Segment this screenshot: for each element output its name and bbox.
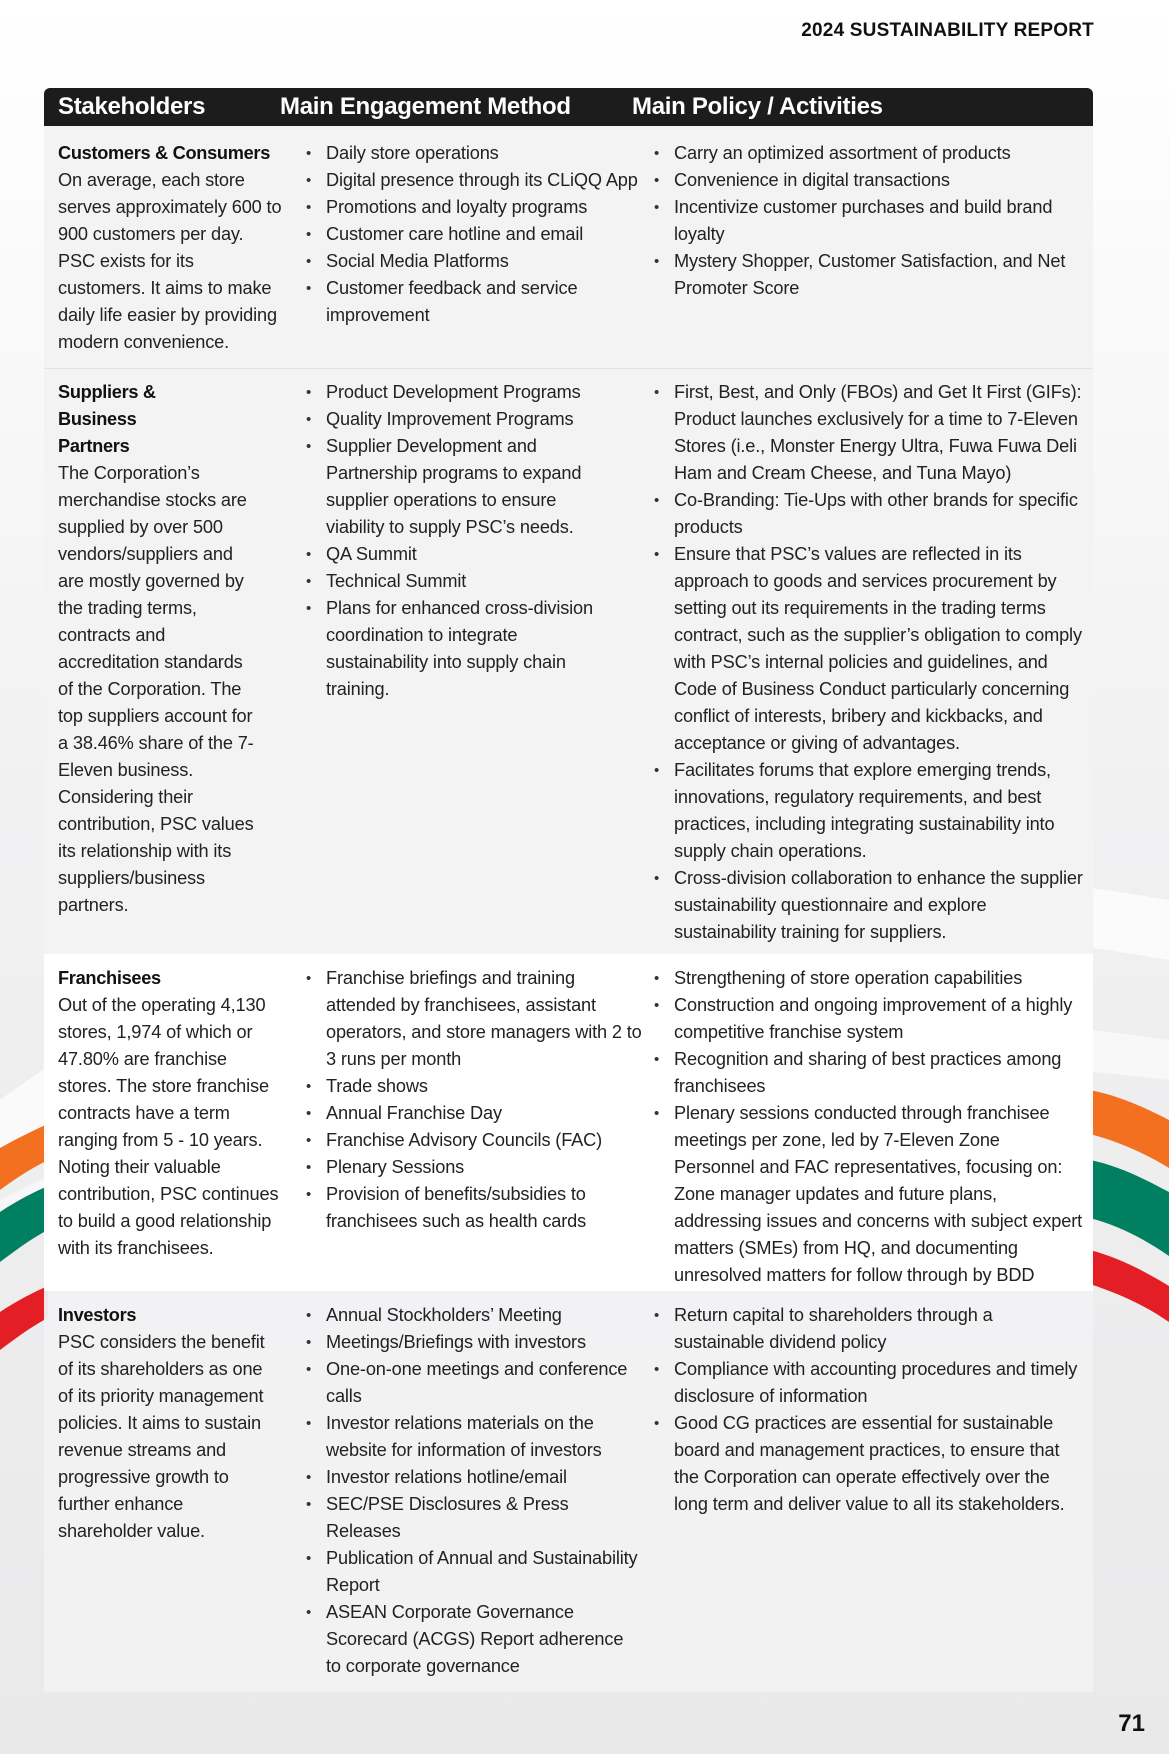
list-item: • Return capital to shareholders through a sustainable dividend policy bbox=[652, 1302, 1083, 1356]
stakeholder-description: PSC considers the benefit of its shareholders as one of its priority management policies. It aims to sustain revenue streams and progressive growth to further enhance shareholder value. bbox=[58, 1332, 265, 1541]
list-item: • Technical Summit bbox=[304, 568, 642, 595]
list-item: • Franchise briefings and training attended by franchisees, assistant operators, and store managers with 2 to 3 runs per month bbox=[304, 965, 642, 1073]
list-item: • Ensure that PSC’s values are reflected in its approach to goods and services procurement by setting out its requirements in the trading terms contract, such as the supplier’s obligation to comply with PSC’s internal policies and guidelines, and Code of Business Conduct particularly concerning conflict of interests, bribery and kickbacks, and acceptance or giving of advantages. bbox=[652, 541, 1083, 757]
engagement-cell bbox=[288, 965, 646, 1289]
stakeholder-cell bbox=[44, 379, 288, 946]
list-item: • Mystery Shopper, Customer Satisfaction, and Net Promoter Score bbox=[652, 248, 1083, 302]
engagement-list bbox=[304, 965, 642, 1235]
list-item: • Facilitates forums that explore emerging trends, innovations, regulatory requirements, and best practices, including integrating sustainability into supply chain operations. bbox=[652, 757, 1083, 865]
stakeholder-description: Out of the operating 4,130 stores, 1,974 of which or 47.80% are franchise stores. The store franchise contracts have a term ranging from 5 - 10 years. Noting their valuable contribution, PSC continues to build a good relationship with its franchisees. bbox=[58, 995, 279, 1258]
stakeholder-cell bbox=[44, 965, 288, 1289]
list-item: • Meetings/Briefings with investors bbox=[304, 1329, 642, 1356]
policy-cell bbox=[646, 140, 1093, 356]
engagement-list bbox=[304, 1302, 642, 1680]
list-item: • First, Best, and Only (FBOs) and Get It First (GIFs): Product launches exclusively for a time to 7-Eleven Stores (i.e., Monster Energy Ultra, Fuwa Fuwa Deli Ham and Cream Cheese, and Tuna Mayo) bbox=[652, 379, 1083, 487]
list-item: • Compliance with accounting procedures and timely disclosure of information bbox=[652, 1356, 1083, 1410]
engagement-list bbox=[304, 140, 642, 329]
list-item: • Social Media Platforms bbox=[304, 248, 642, 275]
table-row-suppliers bbox=[44, 368, 1093, 954]
list-item: • Investor relations materials on the website for information of investors bbox=[304, 1410, 642, 1464]
policy-list bbox=[652, 1302, 1083, 1518]
policy-cell bbox=[646, 965, 1093, 1289]
list-item: • Annual Franchise Day bbox=[304, 1100, 642, 1127]
list-item: • Convenience in digital transactions bbox=[652, 167, 1083, 194]
list-item: • Co-Branding: Tie-Ups with other brands for specific products bbox=[652, 487, 1083, 541]
stakeholder-name: Suppliers & Business Partners bbox=[58, 382, 156, 456]
list-item: • Good CG practices are essential for sustainable board and management practices, to ensure that the Corporation can operate effectively over the long term and deliver value to all its stakeholders. bbox=[652, 1410, 1083, 1518]
list-item: • Franchise Advisory Councils (FAC) bbox=[304, 1127, 642, 1154]
column-header-stakeholders: Stakeholders bbox=[58, 93, 206, 120]
stakeholder-cell bbox=[44, 140, 288, 356]
list-item: • Publication of Annual and Sustainability Report bbox=[304, 1545, 642, 1599]
policy-list bbox=[652, 140, 1083, 302]
list-item: • Annual Stockholders’ Meeting bbox=[304, 1302, 642, 1329]
list-item: • Construction and ongoing improvement of a highly competitive franchise system bbox=[652, 992, 1083, 1046]
list-item: • Plenary sessions conducted through franchisee meetings per zone, led by 7-Eleven Zone Personnel and FAC representatives, focusing on: Zone manager updates and future plans, addressing issues and concerns with subject expert matters (SMEs) from HQ, and documenting unresolved matters for follow through by BDD bbox=[652, 1100, 1083, 1289]
list-item: • Quality Improvement Programs bbox=[304, 406, 642, 433]
list-item: • Digital presence through its CLiQQ App bbox=[304, 167, 642, 194]
table-header bbox=[44, 88, 1093, 126]
policy-list bbox=[652, 965, 1083, 1289]
list-item: • Plans for enhanced cross-division coordination to integrate sustainability into supply chain training. bbox=[304, 595, 604, 703]
engagement-cell bbox=[288, 140, 646, 356]
list-item: • Customer feedback and service improvement bbox=[304, 275, 642, 329]
list-item: • Supplier Development and Partnership programs to expand supplier operations to ensure viability to supply PSC’s needs. bbox=[304, 433, 604, 541]
list-item: • Carry an optimized assortment of products bbox=[652, 140, 1083, 167]
stakeholder-description: The Corporation’s merchandise stocks are supplied by over 500 vendors/suppliers and are mostly governed by the trading terms, contracts and accreditation standards of the Corporation. The top suppliers account for a 38.46% share of the 7-Eleven business. Considering their contribution, PSC values its relationship with its suppliers/business partners. bbox=[58, 463, 254, 915]
page-number: 71 bbox=[1118, 1710, 1145, 1737]
list-item: • QA Summit bbox=[304, 541, 642, 568]
stakeholder-table bbox=[44, 88, 1093, 1692]
list-item: • One-on-one meetings and conference calls bbox=[304, 1356, 642, 1410]
list-item: • ASEAN Corporate Governance Scorecard (ACGS) Report adherence to corporate governance bbox=[304, 1599, 642, 1680]
engagement-cell bbox=[288, 379, 646, 946]
list-item: • SEC/PSE Disclosures & Press Releases bbox=[304, 1491, 642, 1545]
stakeholder-name: Franchisees bbox=[58, 968, 161, 988]
policy-cell bbox=[646, 1302, 1093, 1680]
list-item: • Provision of benefits/subsidies to franchisees such as health cards bbox=[304, 1181, 642, 1235]
report-title: 2024 SUSTAINABILITY REPORT bbox=[801, 20, 1094, 41]
stakeholder-cell bbox=[44, 1302, 288, 1680]
stakeholder-name: Customers & Consumers bbox=[58, 143, 271, 163]
list-item: • Cross-division collaboration to enhance the supplier sustainability questionnaire and explore sustainability training for suppliers. bbox=[652, 865, 1083, 946]
table-row-investors bbox=[44, 1291, 1093, 1692]
stakeholder-description: On average, each store serves approximately 600 to 900 customers per day. PSC exists for its customers. It aims to make daily life easier by providing modern convenience. bbox=[58, 170, 282, 352]
list-item: • Investor relations hotline/email bbox=[304, 1464, 642, 1491]
list-item: • Plenary Sessions bbox=[304, 1154, 642, 1181]
stakeholder-name: Investors bbox=[58, 1305, 137, 1325]
list-item: • Customer care hotline and email bbox=[304, 221, 642, 248]
table-row-franchisees bbox=[44, 954, 1093, 1291]
list-item: • Promotions and loyalty programs bbox=[304, 194, 642, 221]
list-item: • Daily store operations bbox=[304, 140, 642, 167]
list-item: • Product Development Programs bbox=[304, 379, 642, 406]
table-row-customers bbox=[44, 126, 1093, 368]
policy-list bbox=[652, 379, 1083, 946]
list-item: • Incentivize customer purchases and build brand loyalty bbox=[652, 194, 1083, 248]
policy-cell bbox=[646, 379, 1093, 946]
list-item: • Recognition and sharing of best practices among franchisees bbox=[652, 1046, 1083, 1100]
engagement-cell bbox=[288, 1302, 646, 1680]
list-item: • Trade shows bbox=[304, 1073, 642, 1100]
list-item: • Strengthening of store operation capabilities bbox=[652, 965, 1083, 992]
engagement-list bbox=[304, 379, 642, 703]
column-header-engagement-method: Main Engagement Method bbox=[280, 93, 571, 120]
column-header-policy-activities: Main Policy / Activities bbox=[632, 93, 883, 120]
